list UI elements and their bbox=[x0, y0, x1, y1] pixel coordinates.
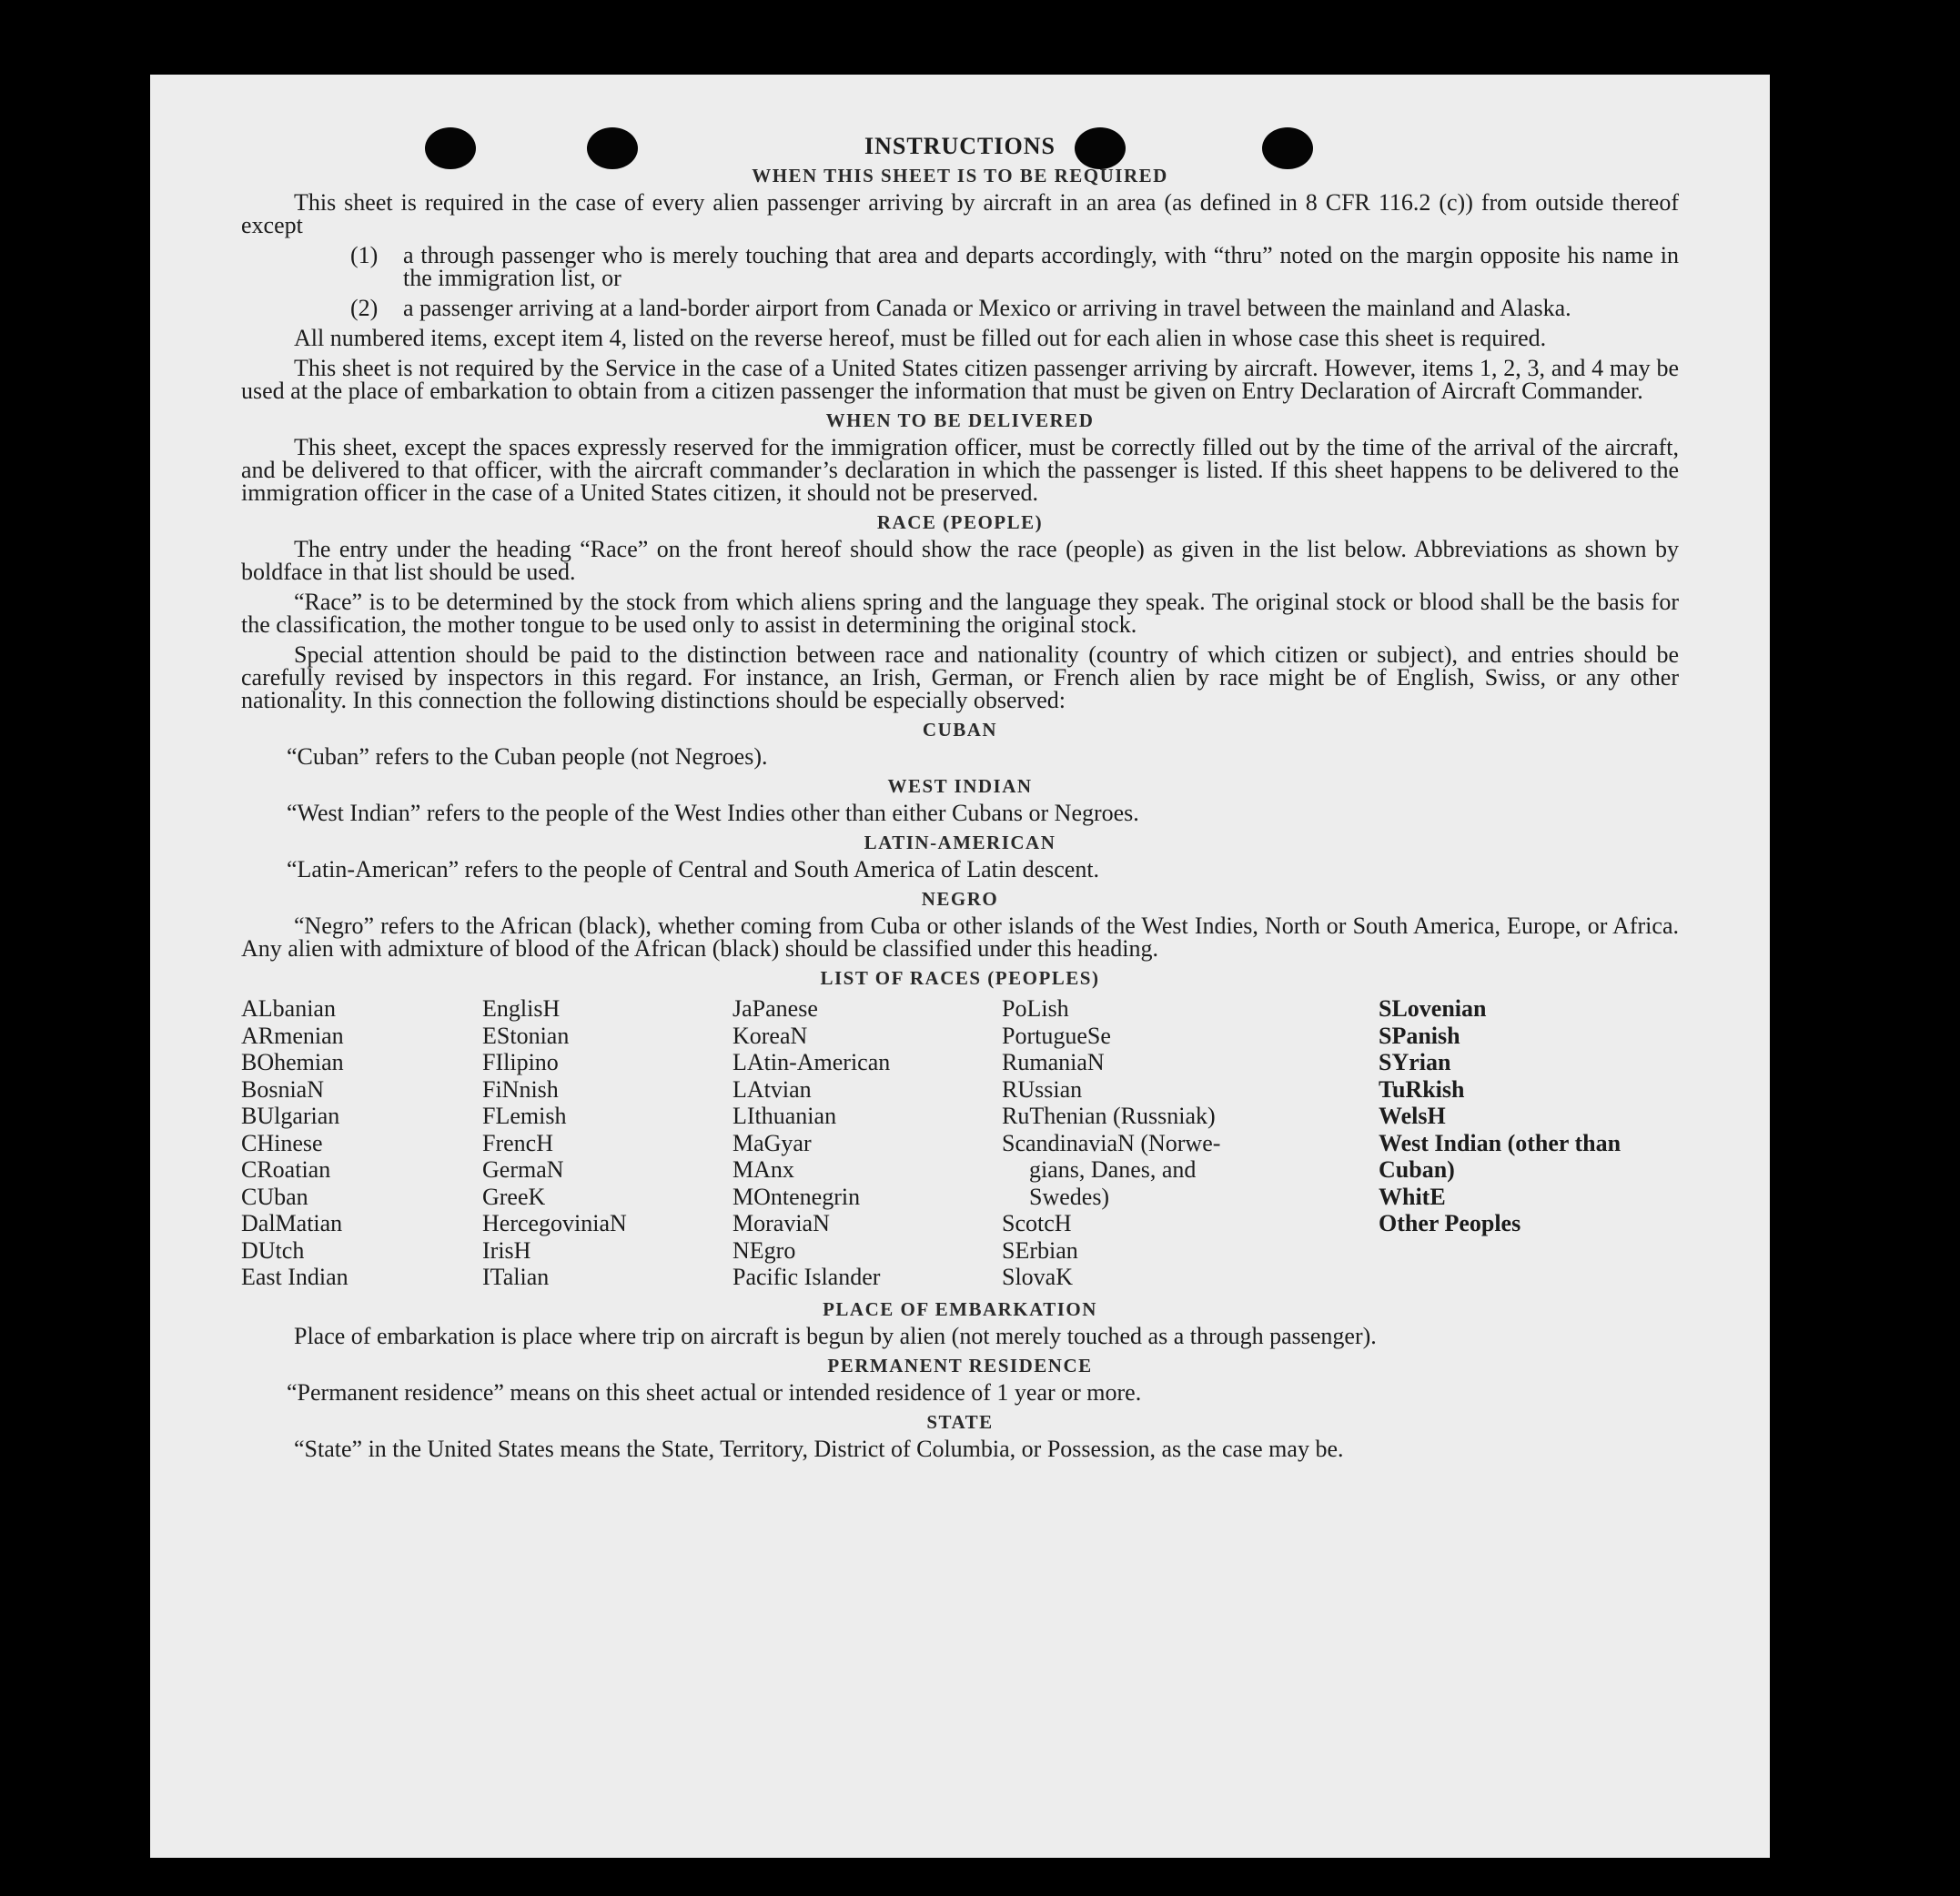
item-number: (1) bbox=[350, 242, 379, 268]
race-entry: SErbian bbox=[1002, 1236, 1078, 1264]
race-entry: FIlipino bbox=[482, 1049, 559, 1075]
race-entry: RuThenian (Russniak) bbox=[1002, 1103, 1216, 1129]
race-entry: EnglisH bbox=[482, 995, 561, 1022]
race-entry: HercegoviniaN bbox=[482, 1210, 627, 1236]
race-entry: RUssian bbox=[1002, 1075, 1083, 1103]
paragraph: “Permanent residence” means on this sheet actual or intended residence of 1 year or more. bbox=[287, 1378, 1142, 1406]
race-entry: FiNnish bbox=[482, 1075, 559, 1103]
paragraph: Special attention should be paid to the distinction between race and nationality (country of which citizen or subject), and entries should be carefully revised by inspectors in this regard. For instance, an Irish, German, or French alien by race might be of English, Swiss, or any other nationality. In this connection the following distinctions should be especially observed: bbox=[241, 641, 1679, 713]
race-entry: ScotcH bbox=[1002, 1210, 1072, 1236]
race-entry: Other Peoples bbox=[1379, 1210, 1521, 1236]
race-entry: KoreaN bbox=[732, 1022, 808, 1049]
item-text: a through passenger who is merely touching that area and departs accordingly, with “thru” noted on the margin opposite his name in the immigration list, or bbox=[403, 242, 1679, 291]
race-entry: Swedes) bbox=[1029, 1183, 1110, 1210]
race-entry: SlovaK bbox=[1002, 1264, 1073, 1290]
race-entry: SPanish bbox=[1379, 1022, 1460, 1049]
race-entry: IrisH bbox=[482, 1236, 531, 1264]
paragraph: This sheet, except the spaces expressly reserved for the immigration officer, must be correctly filled out by the time of the arrival of the aircraft, and be delivered to that officer, with the aircraft commander’s declaration in which the passenger is listed. If this sheet happens to be delivered to the immigration officer in the case of a United States citizen, it should not be preserved. bbox=[241, 434, 1679, 506]
race-entry: LIthuanian bbox=[732, 1103, 837, 1129]
race-entry: DUtch bbox=[241, 1236, 305, 1264]
race-column bbox=[241, 995, 482, 1291]
race-entry: Pacific Islander bbox=[732, 1264, 881, 1290]
section-heading: CUBAN bbox=[922, 719, 998, 741]
race-entry: CHinese bbox=[241, 1129, 323, 1156]
section-heading: PERMANENT RESIDENCE bbox=[827, 1354, 1093, 1377]
document-page bbox=[150, 75, 1770, 1858]
race-entry: WhitE bbox=[1379, 1183, 1446, 1210]
section-heading: WHEN THIS SHEET IS TO BE REQUIRED bbox=[752, 165, 1168, 187]
race-entry: SLovenian bbox=[1379, 995, 1487, 1022]
race-entry: MOntenegrin bbox=[732, 1183, 861, 1210]
paragraph: “Negro” refers to the African (black), whether coming from Cuba or other islands of the West Indies, North or South America, Europe, or Africa. Any alien with admixture of blood of the African (black) should be classified under this heading. bbox=[241, 913, 1679, 962]
race-entry: FrencH bbox=[482, 1129, 553, 1156]
race-column bbox=[732, 995, 1002, 1291]
race-entry: ScandinaviaN (Norwe- bbox=[1002, 1129, 1221, 1156]
paragraph: “Latin-American” refers to the people of Central and South America of Latin descent. bbox=[287, 856, 1100, 882]
race-entry: ITalian bbox=[482, 1264, 550, 1290]
paragraph: Place of embarkation is place where trip on aircraft is begun by alien (not merely touched as a through passenger). bbox=[294, 1322, 1377, 1349]
page-title: INSTRUCTIONS bbox=[864, 133, 1056, 159]
paragraph: “Cuban” refers to the Cuban people (not Negroes). bbox=[287, 743, 768, 770]
race-entry: NEgro bbox=[732, 1236, 796, 1264]
race-entry: SYrian bbox=[1379, 1049, 1451, 1075]
list-item bbox=[350, 297, 1679, 319]
list-item bbox=[350, 244, 1679, 289]
race-entry: RumaniaN bbox=[1002, 1049, 1105, 1075]
race-entry: CRoatian bbox=[241, 1156, 331, 1183]
paragraph: This sheet is required in the case of every alien passenger arriving by aircraft in an area (as defined in 8 CFR 116.2 (c)) from outside thereof except bbox=[241, 189, 1679, 238]
race-entry: WelsH bbox=[1379, 1103, 1446, 1129]
race-entry: DalMatian bbox=[241, 1210, 343, 1236]
section-heading: WHEN TO BE DELIVERED bbox=[825, 409, 1095, 431]
race-column bbox=[482, 995, 732, 1291]
race-entry: gians, Danes, and bbox=[1029, 1156, 1197, 1183]
race-column bbox=[1002, 995, 1379, 1291]
paragraph: “State” in the United States means the State, Territory, District of Columbia, or Possession, as the case may be. bbox=[294, 1435, 1344, 1462]
race-entry: LAtin-American bbox=[732, 1049, 891, 1075]
item-number: (2) bbox=[350, 295, 379, 321]
race-entry: PoLish bbox=[1002, 995, 1069, 1022]
race-entry: PortugueSe bbox=[1002, 1022, 1111, 1049]
section-heading: STATE bbox=[926, 1410, 994, 1433]
race-entry: MoraviaN bbox=[732, 1210, 830, 1236]
paragraph: All numbered items, except item 4, listed on the reverse hereof, must be filled out for each alien in whose case this sheet is required. bbox=[294, 325, 1547, 351]
race-entry: BOhemian bbox=[241, 1049, 344, 1075]
paragraph: This sheet is not required by the Service in the case of a United States citizen passenger arriving by aircraft. However, items 1, 2, 3, and 4 may be used at the place of embarkation to obtain from a citizen passenger the information that must be given on Entry Declaration of Aircraft Commander. bbox=[241, 355, 1679, 404]
section-heading: RACE (PEOPLE) bbox=[876, 511, 1044, 533]
paragraph: “West Indian” refers to the people of the West Indies other than either Cubans or Negroes. bbox=[287, 800, 1139, 826]
section-heading: WEST INDIAN bbox=[887, 775, 1033, 797]
race-entry: MAnx bbox=[732, 1156, 794, 1183]
section-heading: LIST OF RACES (PEOPLES) bbox=[820, 967, 1100, 989]
instructions-content bbox=[241, 129, 1679, 1467]
section-heading: NEGRO bbox=[921, 888, 999, 910]
paragraph: “Race” is to be determined by the stock from which aliens spring and the language they speak. The original stock or blood shall be the basis for the classification, the mother tongue to be used only to assist in determining the original stock. bbox=[241, 589, 1679, 638]
section-heading: PLACE OF EMBARKATION bbox=[823, 1297, 1097, 1320]
race-entry: West Indian (other than Cuban) bbox=[1379, 1129, 1622, 1183]
race-entry: ALbanian bbox=[241, 995, 336, 1022]
race-list bbox=[241, 995, 1679, 1291]
race-entry: BUlgarian bbox=[241, 1103, 340, 1129]
section-heading: LATIN-AMERICAN bbox=[864, 832, 1056, 853]
race-entry: JaPanese bbox=[732, 995, 818, 1022]
race-entry: TuRkish bbox=[1379, 1075, 1465, 1103]
race-entry: EStonian bbox=[482, 1022, 570, 1049]
race-entry: BosniaN bbox=[241, 1075, 324, 1103]
item-text: a passenger arriving at a land-border airport from Canada or Mexico or arriving in travel between the mainland and Alaska. bbox=[403, 295, 1571, 321]
race-entry: GreeK bbox=[482, 1183, 546, 1210]
paragraph: The entry under the heading “Race” on the front hereof should show the race (people) as given in the list below. Abbreviations as shown by boldface in that list should be used. bbox=[241, 536, 1679, 585]
race-entry: LAtvian bbox=[732, 1075, 812, 1103]
race-entry: GermaN bbox=[482, 1156, 564, 1183]
race-entry: ARmenian bbox=[241, 1022, 344, 1049]
race-entry: East Indian bbox=[241, 1264, 349, 1290]
race-entry: MaGyar bbox=[732, 1129, 812, 1156]
race-entry: CUban bbox=[241, 1183, 308, 1210]
race-column bbox=[1379, 995, 1670, 1291]
race-entry: FLemish bbox=[482, 1103, 567, 1129]
